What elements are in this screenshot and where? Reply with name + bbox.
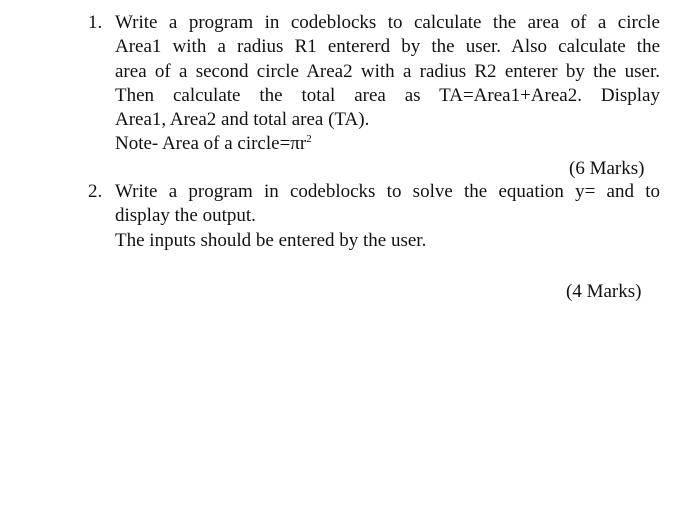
question-1-line-5: Area1, Area2 and total area (TA). [115,109,370,131]
question-1-note [115,132,660,156]
note-exponent: 2 [306,133,312,146]
question-1-line-4: Then calculate the total area as TA=Area1+Area2. Display [115,84,660,106]
question-2-line-1: Write a program in codeblocks to solve the equation y= and to [115,181,660,202]
question-1-line-2: Area1 with a radius R1 entererd by the user. Also calculate the [115,36,660,58]
question-2-line-3: The inputs should be entered by the user. [115,229,427,251]
question-1-number: 1. [88,12,103,33]
question-2-number: 2. [88,181,103,202]
question-1-line-3: area of a second circle Area2 with a radius R2 enterer by the user. [115,60,660,82]
question-1-body [115,11,660,157]
note-formula: πr [290,133,307,155]
question-1-marks: (6 Marks) [569,158,645,179]
question-1-line-1: Write a program in codeblocks to calculate the area of a circle [115,12,660,33]
question-1 [88,11,660,157]
question-2-marks: (4 Marks) [566,281,642,302]
question-2-line-2: display the output. [115,205,256,227]
note-prefix: Note- Area of a circle= [115,133,291,155]
question-2-body [115,180,660,253]
question-2 [88,180,660,253]
